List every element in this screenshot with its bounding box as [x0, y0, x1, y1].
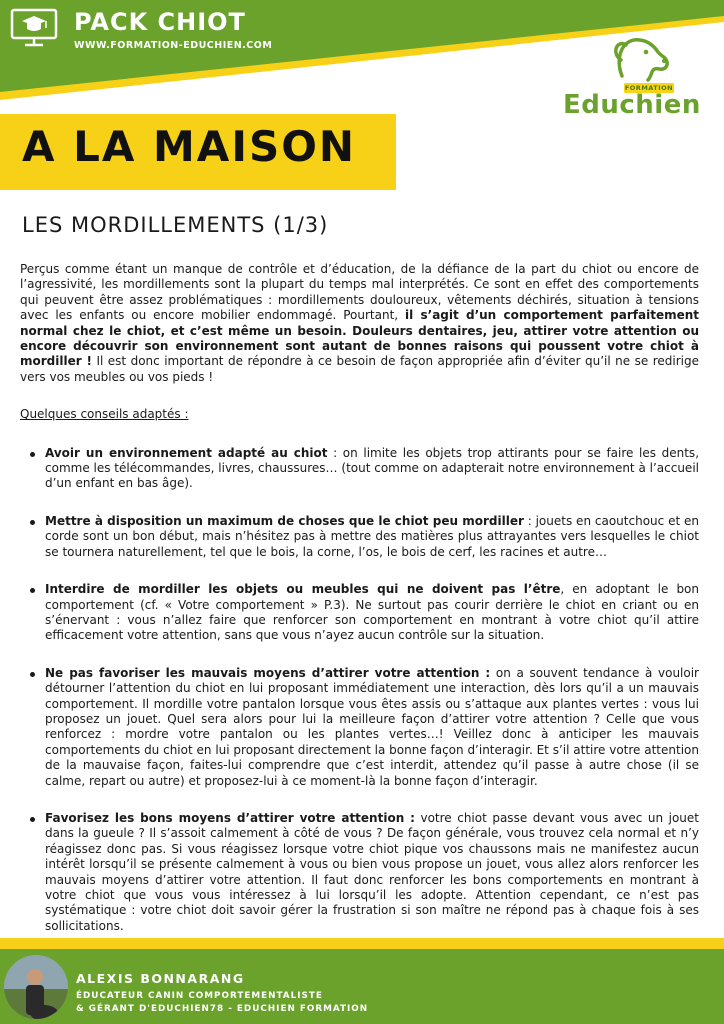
tip-text: on a souvent tendance à vouloir détourner l’attention du chiot en lui proposant immédiatement une interaction, dès lors qu’il a un mauvais comportement. Il mordille votre pantalon lorsque vous êtes assis ou s’attaque aux plantes vertes : vous lui proposez un jouet. Quel sera alors pour lui la meilleure façon d’attirer votre attention ? Celle que vous renforcez : mordre votre pantalon ou les plantes vertes…! Veillez donc à anticiper les mauvais comportements du chiot en lui proposant directement la bonne façon d’interagir. Et s’il attire votre attention de la mauvaise façon, faites-lui comprendre que c’est interdit, attendez qu’il passe à autre chose (il se calme, repart ou autre) et proposez-lui à ce moment-là la bonne façon d’interagir.	[45, 665, 699, 788]
tips-list	[20, 446, 699, 935]
header-title: PACK CHIOT	[74, 8, 246, 36]
tip-title: Avoir un environnement adapté au chiot	[45, 445, 328, 460]
tip-item	[20, 582, 699, 644]
intro-paragraph	[20, 262, 699, 385]
tip-title: Ne pas favoriser les mauvais moyens d’attirer votre attention :	[45, 665, 491, 680]
tip-title: Mettre à disposition un maximum de choses que le chiot peu mordiller	[45, 513, 524, 528]
graduation-cap-monitor-icon	[10, 8, 58, 48]
author-role: ÉDUCATEUR CANIN COMPORTEMENTALISTE	[76, 991, 323, 1001]
article-body	[20, 262, 699, 956]
footer-stripe	[0, 938, 724, 949]
author-avatar	[4, 955, 68, 1019]
tip-text: : jouets en caoutchouc et en corde sont un bon début, mais n’hésitez pas à mettre des matières plus attrayantes vers lesquelles le chiot se tournera naturellement, tel que le bois, la corne, l’os, le bois de cerf, les racines et autre…	[45, 513, 700, 559]
tip-title: Interdire de mordiller les objets ou meubles qui ne doivent pas l’être	[45, 582, 561, 597]
logo-wordmark: Educhien	[563, 90, 701, 120]
tip-text: , en adoptant le bon comportement (cf. « Votre comportement » P.3). Ne surtout pas courir derrière le chiot en criant ou en s’énervant : vous n’allez faire que renforcer son comportement en montrant à votre chiot qu’il attire efficacement votre attention, sans que vous n’ayez aucun contrôle sur la situation.	[45, 582, 700, 643]
dog-head-icon	[612, 36, 670, 82]
logo-banner: FORMATION	[624, 84, 674, 92]
intro-text-1: Perçus comme étant un manque de contrôle et d’éducation, de la défiance de la part du chiot ou encore de l’agressivité, les mordillements sont la plupart du temps mal interprétés. Ce sont en effet des comportements qui peuvent être assez problématiques : mordillements douloureux, vêtements déchirés, situation à tensions avec les enfants ou encore mobilier endommagé. Pourtant,	[20, 262, 699, 323]
tip-title: Favorisez les bons moyens d’attirer votre attention :	[45, 810, 415, 825]
tip-item	[20, 514, 699, 560]
tip-item	[20, 666, 699, 789]
header-url[interactable]: WWW.FORMATION-EDUCHIEN.COM	[74, 40, 273, 51]
tip-item	[20, 811, 699, 934]
author-company: & GÉRANT D'EDUCHIEN78 - EDUCHIEN FORMATION	[76, 1004, 369, 1014]
intro-text-2: Il est donc important de répondre à ce besoin de façon appropriée afin d’éviter qu’il ne se redirige vers vos meubles ou vos pieds !	[20, 354, 699, 384]
page-title: A LA MAISON	[22, 122, 357, 171]
intro-bold: il s’agit d’un comportement parfaitement normal chez le chiot, et c’est même un besoin. Douleurs dentaires, jeu, attirer votre attention ou encore découvrir son environnement sont autant de bonnes raisons qui poussent votre chiot à mordiller !	[20, 308, 699, 369]
author-name: ALEXIS BONNARANG	[76, 971, 245, 986]
educhien-logo	[560, 36, 720, 122]
tip-item	[20, 446, 699, 492]
tips-label: Quelques conseils adaptés :	[20, 407, 189, 422]
tip-text: votre chiot passe devant vous avec un jouet dans la gueule ? Il s’assoit calmement à côté de vous ? De façon générale, vous trouvez cela normal et n’y réagissez donc pas. Si vous réagissez lorsque votre chiot pique vos chaussons mais ne manifestez aucun intérêt lorsqu’il se présente calmement à vous ou bien vous propose un jouet, vous allez alors renforcer les mauvais moyens d’attirer votre attention. Il faut donc renforcer les bons comportements en montrant à votre chiot que vous vous intéressez à lui lorsqu’il les adopte. Attention cependant, ce n’est pas systématique : votre chiot doit savoir gérer la frustration si son maître ne répond pas à chaque fois à ses sollicitations.	[45, 810, 699, 933]
page-subtitle: LES MORDILLEMENTS (1/3)	[22, 213, 329, 237]
tip-text: : on limite les objets trop attirants pour se faire les dents, comme les télécommandes, livres, chaussures… (tout comme on adapterait notre environnement à l’accueil d’un enfant en bas âge).	[45, 445, 700, 491]
